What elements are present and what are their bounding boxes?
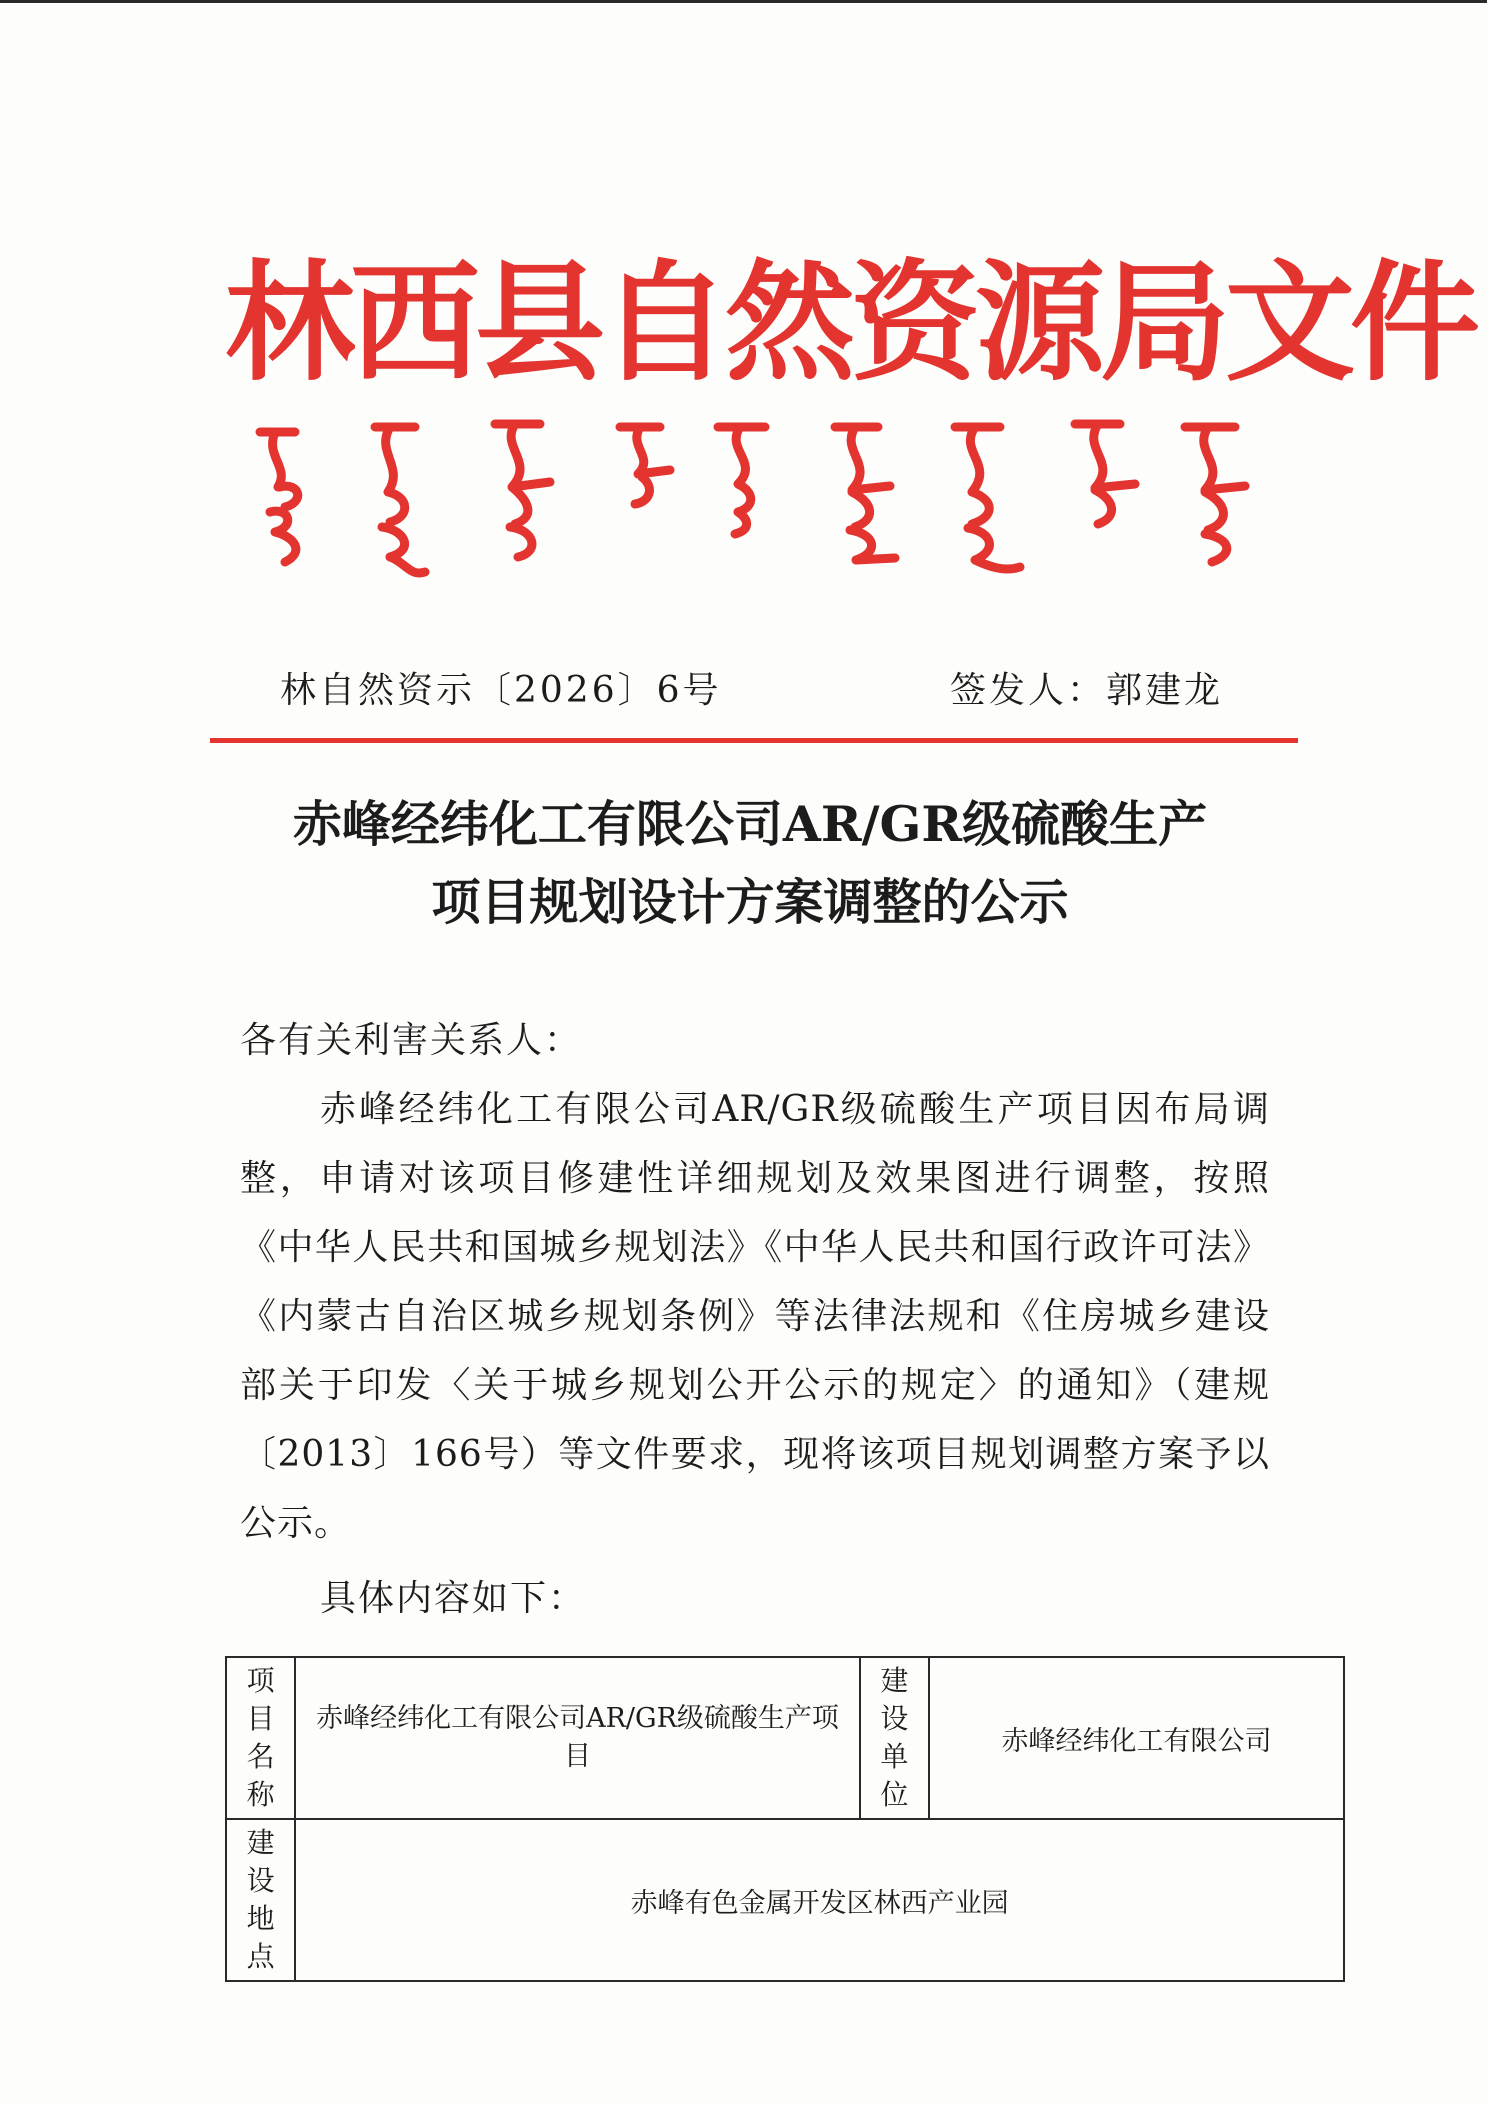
builder-value: 赤峰经纬化工有限公司 [929, 1657, 1344, 1819]
site-value: 赤峰有色金属开发区林西产业园 [295, 1819, 1344, 1981]
signer [950, 662, 1223, 713]
site-label: 建 设 地 点 [226, 1819, 295, 1981]
title-line-2: 项目规划设计方案调整的公示 [431, 873, 1069, 931]
red-divider [210, 738, 1298, 743]
project-info-table [225, 1656, 1345, 1982]
document-number: 林自然资示〔2026〕6号 [280, 670, 722, 711]
title-line-1: 赤峰经纬化工有限公司AR/GR级硫酸生产 [292, 795, 1208, 853]
project-name-value: 赤峰经纬化工有限公司AR/GR级硫酸生产项目 [295, 1657, 859, 1819]
builder-label: 建 设 单 位 [860, 1657, 929, 1819]
project-name-label: 项 目 名 称 [226, 1657, 295, 1819]
notice-title [200, 785, 1300, 941]
top-border [0, 0, 1487, 3]
intro-line: 具体内容如下： [320, 1578, 587, 1619]
signer-name: 郭建龙 [1106, 670, 1224, 711]
body-paragraph: 赤峰经纬化工有限公司AR/GR级硫酸生产项目因布局调整，申请对该项目修建性详细规划及效果图进行调整，按照《中华人民共和国城乡规划法》《中华人民共和国行政许可法》《内蒙古自治区城乡规划条例》等法律法规和《住房城乡建设部关于印发〈关于城乡规划公开公示的规定〉的通知》（建规〔2013〕166号）等文件要求，现将该项目规划调整方案予以公示。 [240, 1089, 1270, 1544]
salutation: 各有关利害关系人： [240, 1020, 583, 1061]
issuer-heading: 林西县自然资源局文件 [225, 246, 1476, 399]
mongolian-script-heading [250, 412, 1270, 582]
table-row [226, 1657, 1344, 1819]
signer-label: 签发人： [950, 670, 1107, 711]
table-row [226, 1819, 1344, 1981]
